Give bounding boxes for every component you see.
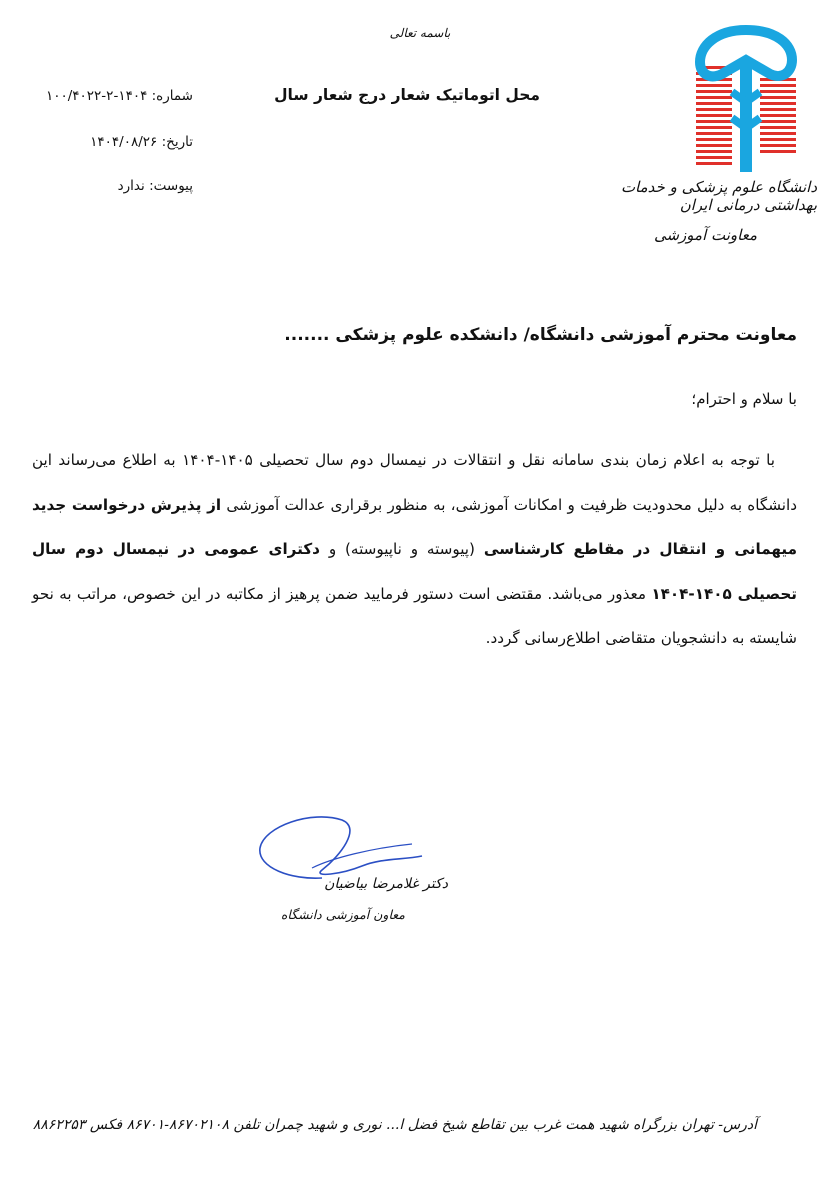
university-logo [686, 22, 806, 174]
body-bold-part2: دکترای عمومی در نیمسال دوم سال تحصیلی ۱۴۰۵-۱۴۰۴ [32, 540, 797, 603]
signer-title: معاون آموزشی دانشگاه [280, 907, 405, 922]
letter-number [0, 88, 193, 104]
annual-slogan-placeholder: محل اتوماتیک شعار درج شعار سال [274, 86, 540, 104]
basmala-header: باسمه تعالی [389, 26, 451, 40]
letter-number-label: شماره: [151, 88, 193, 104]
university-name: دانشگاه علوم پزشکی و خدمات بهداشتی درمانی ایران [620, 178, 817, 214]
body-text-part2: (پیوسته و ناپیوسته) و [328, 540, 475, 558]
letter-number-value: ۱۴۰۴-۲-۱۰۰/۴۰۲۲ [45, 88, 148, 104]
letter-date-label: تاریخ: [161, 134, 193, 150]
signer-name: دکتر غلامرضا بیاضیان [324, 876, 448, 892]
footer-address: آدرس- تهران بزرگراه شهید همت غرب بین تقاطع شیخ فضل ا... نوری و شهید چمران تلفن ۸۶۷۰۲۱۰۸-۸۶۷۰۱ فکس ۸۸۶۲۲۵۳ [32, 1117, 757, 1133]
letter-date-value: ۱۴۰۴/۰۸/۲۶ [90, 134, 158, 150]
letter-date [0, 134, 193, 150]
letter-attachment [0, 178, 193, 194]
letter-body-paragraph [32, 438, 797, 661]
letter-attachment-label: پیوست: [149, 178, 193, 194]
body-text-part3: معذور می‌باشد. مقتضی است دستور فرمایید ضمن پرهیز از مکاتبه در این خصوص، مراتب به نحو شایسته به دانشجویان متقاضی اطلاع‌رسانی گردد. [32, 584, 797, 647]
letter-body [32, 438, 797, 661]
letter-recipient: معاونت محترم آموزشی دانشگاه/ دانشکده علوم پزشکی ....... [284, 325, 797, 345]
letter-greeting: با سلام و احترام؛ [691, 390, 797, 408]
handwritten-signature [252, 808, 452, 908]
department-name: معاونت آموزشی [653, 226, 757, 244]
letter-attachment-value: ندارد [117, 178, 145, 194]
body-bold-part1: از پذیرش درخواست جدید میهمانی و انتقال در مقاطع کارشناسی [32, 495, 798, 558]
body-text-part1: با توجه به اعلام زمان بندی سامانه نقل و انتقالات در نیمسال دوم سال تحصیلی ۱۴۰۵-۱۴۰۴ به اطلاع می‌رساند این دانشگاه به دلیل محدودیت ظرفیت و امکانات آموزشی، به منظور برقراری عدالت آموزشی [32, 451, 798, 514]
